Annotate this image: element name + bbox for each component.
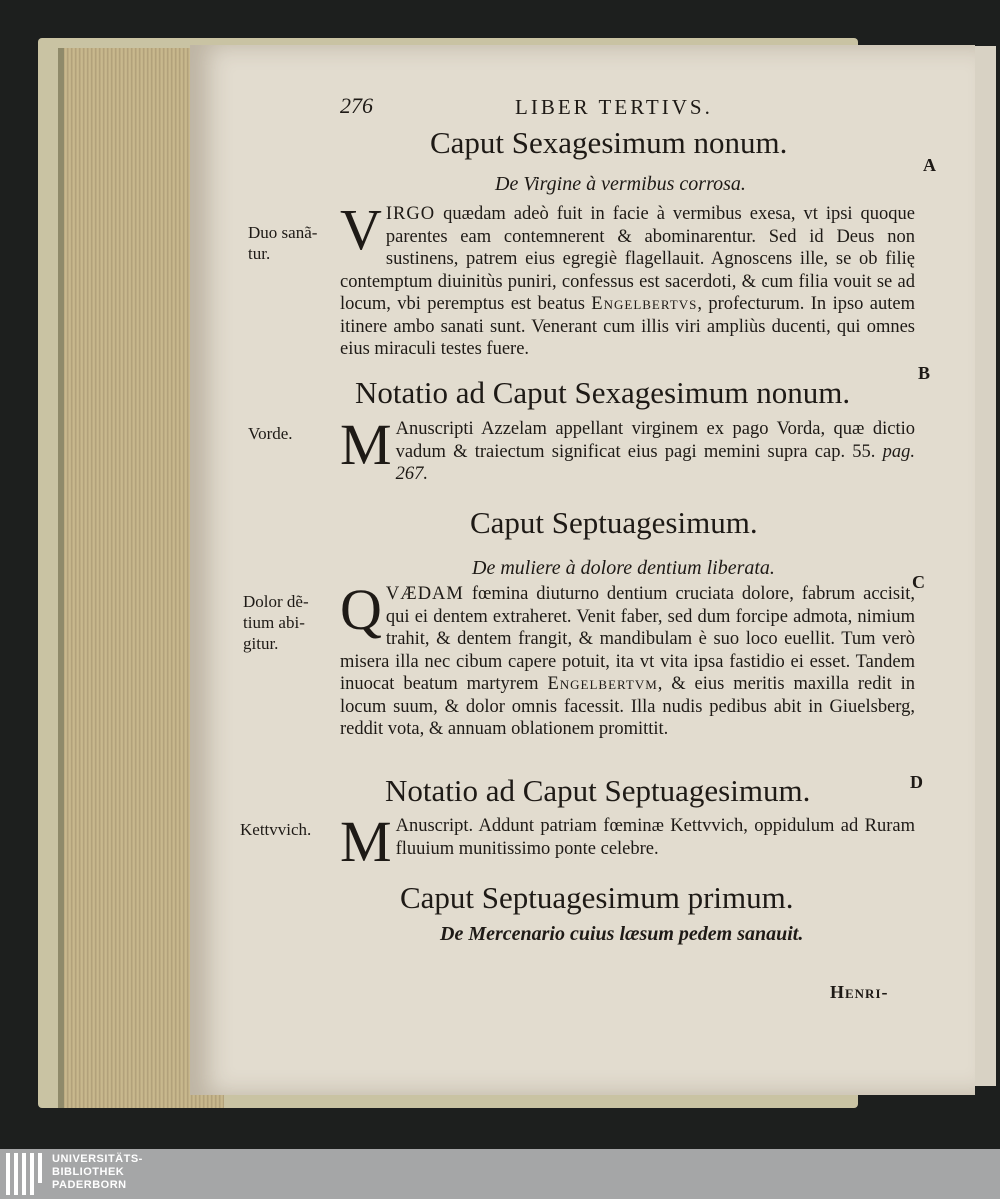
drop-cap: M <box>340 412 392 477</box>
chapter-title: Caput Septuagesimum primum. <box>400 880 794 915</box>
chapter-subtitle: De muliere à dolore dentium liberata. <box>472 557 775 579</box>
library-name <box>52 1153 143 1192</box>
library-name-line: UNIVERSITÄTS- <box>52 1153 143 1165</box>
library-footer <box>0 1149 1000 1199</box>
note-title: Notatio ad Caput Sexagesimum nonum. <box>355 375 851 410</box>
lead-word: VÆDAM <box>385 584 464 604</box>
catchword: Henri- <box>830 982 889 1002</box>
paragraph-text-end: , profecturum. In ipso autem itinere ambo sanati sunt. Venerant cum illis viri ampliùs ducenti, qui omnes eius miraculi testes fuere. <box>340 294 915 359</box>
drop-cap: M <box>340 809 392 874</box>
page-reference: pag. 267. <box>395 441 915 484</box>
drop-cap: Q <box>340 577 382 642</box>
paragraph-text: quædam adeò fuit in facie à vermibus exesa, vt ipsi quoque parentes eam contemnerent & abominarentur. Sed id Deus non sustinens, patrem eius egregiè flagellauit. Agnoscens ille, se ob filię contemptum diuinitùs puniri, confessus est sacerdoti, & cum filia vouit se ad locum, vbi peremptus est beatus <box>340 204 916 314</box>
margin-note: Duo sanã-tur. <box>248 223 318 263</box>
book-page <box>190 45 975 1095</box>
margin-note: Dolor dẽ-tium abi-gitur. <box>243 592 309 653</box>
chapter-title: Caput Septuagesimum. <box>470 505 758 540</box>
note-title: Notatio ad Caput Septuagesimum. <box>385 773 811 808</box>
running-head: LIBER TERTIVS. <box>515 95 713 119</box>
lead-word: IRGO <box>385 204 436 224</box>
chapter-subtitle: De Mercenario cuius læsum pedem sanauit. <box>440 923 804 945</box>
section-letter: A <box>923 155 936 175</box>
library-logo-icon <box>6 1153 46 1195</box>
page-number: 276 <box>340 93 373 118</box>
section-letter: C <box>912 572 925 592</box>
proper-name: Engelbertvs <box>591 294 698 314</box>
section-letter: B <box>918 363 931 383</box>
paragraph-text: fœmina diuturno dentium cruciata dolore, fabrum accisit, qui ei dentem extraheret. Venit faber, sed dum forcipe admota, nimium trahit, & dentem frangit, & mandibulam è suo loco euellit. Tum verò misera illa nec cibum capere potuit, ita vt vita ipsa fastidio ei esset. Tandem inuocat beatum martyrem <box>340 584 915 694</box>
chapter-subtitle: De Virgine à vermibus corrosa. <box>495 173 746 195</box>
paragraph-text-end: , & eius meritis maxilla redit in locum suum, & dolor omnis facessit. Illa nudis pedibus abit in Giuelsberg, reddit vota, & annuam oblationem promittit. <box>340 674 915 739</box>
section-letter: D <box>910 772 923 792</box>
paragraph-text: Anuscript. Addunt patriam fœminæ Kettvvich, oppidulum ad Ruram fluuium munitissimo ponte celebre. <box>395 816 915 859</box>
paragraph-text: Anuscripti Azzelam appellant virginem ex pago Vorda, quæ dictio vadum & traiectum significat eius pagi memini supra cap. 55. <box>395 419 915 462</box>
margin-note: Vorde. <box>248 424 293 443</box>
chapter-text <box>340 577 915 741</box>
note-text <box>340 412 915 486</box>
library-name-line: PADERBORN <box>52 1179 127 1191</box>
chapter-title: Caput Sexagesimum nonum. <box>430 125 788 160</box>
note-text <box>340 809 915 874</box>
chapter-text <box>340 197 916 361</box>
proper-name: Engelbertvm <box>547 674 658 694</box>
library-name-line: BIBLIOTHEK <box>52 1166 125 1178</box>
margin-note: Kettvvich. <box>240 820 312 839</box>
drop-cap: V <box>340 197 382 262</box>
